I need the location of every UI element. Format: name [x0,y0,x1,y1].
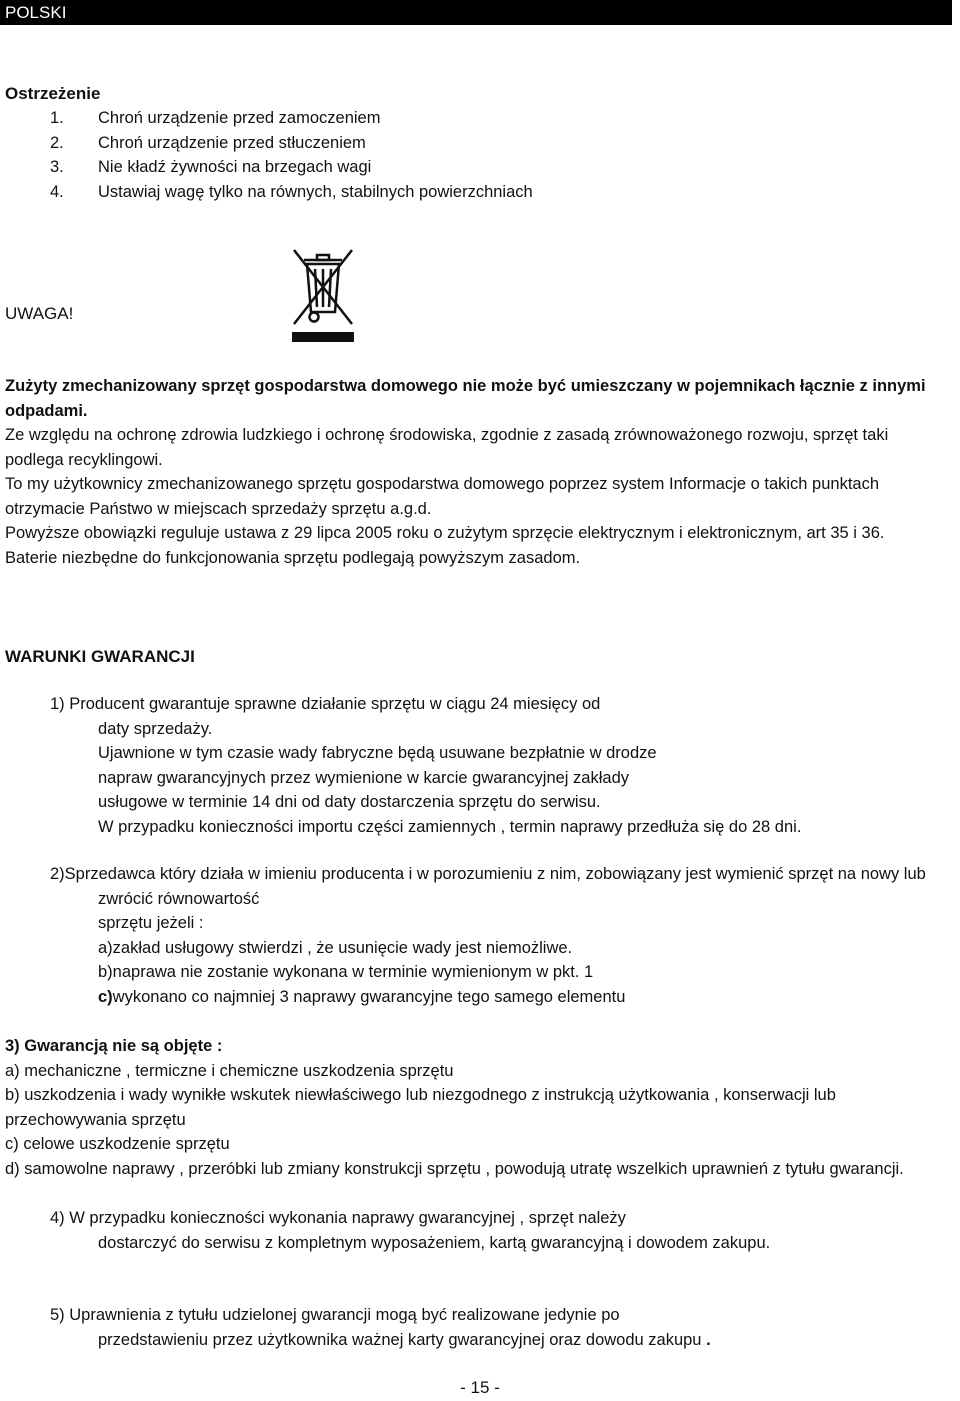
disposal-bold-statement: Zużyty zmechanizowany sprzęt gospodarstwa domowego nie może być umieszczany w pojemnikach łącznie z innymi odpadami. [5,377,926,420]
warning-list [50,106,533,204]
warranty-item-3 [5,1034,955,1181]
item-number: 4. [50,182,64,201]
item-line: d) samowolne naprawy , przeróbki lub zmiany konstrukcji sprzętu , powodują utratę wszelkich uprawnień z tytułu gwarancji. [5,1159,904,1178]
item-lead: 2)Sprzedawca który działa w imieniu producenta i w porozumieniu z nim, zobowiązany jest wymienić sprzęt na nowy lub zwrócić równowartość [50,865,926,908]
warning-title: Ostrzeżenie [5,84,101,103]
item-line: napraw gwarancyjnych przez wymienione w karcie gwarancyjnej zakłady [98,768,629,787]
item-prefix: c) [98,987,113,1006]
item-line: c) celowe uszkodzenie sprzętu [5,1135,230,1153]
item-number: 2. [50,133,64,152]
item-line: sprzętu jeżeli : [98,914,204,932]
item-line: Ujawnione w tym czasie wady fabryczne będą usuwane bezpłatnie w drodze [98,744,657,762]
item-line: daty sprzedaży. [98,719,213,738]
warranty-item-1 [50,692,955,839]
list-item [50,131,533,156]
item-text: Chroń urządzenie przed stłuczeniem [98,133,366,152]
item-line: W przypadku konieczności importu części zamiennych , termin naprawy przedłuża się do 28 dni. [98,817,802,836]
warranty-item-2 [50,862,955,1009]
item-number: 1. [50,109,64,127]
item-text: Ustawiaj wagę tylko na równych, stabilnych powierzchniach [98,182,533,201]
item-line [50,1328,955,1353]
list-item [50,180,533,205]
list-item [50,106,533,131]
item-lead: 1) Producent gwarantuje sprawne działanie sprzętu w ciągu 24 miesięcy od [50,695,601,713]
notice-paragraph: Ze względu na ochronę zdrowia ludzkiego i ochronę środowiska, zgodnie z zasadą zrównoważonego rozwoju, sprzęt taki podlega recyklingowi. [5,426,889,469]
notice-title: UWAGA! [5,304,74,323]
item-line: usługowe w terminie 14 dni od daty dostarczenia sprzętu do serwisu. [98,793,601,811]
item-lead: 4) W przypadku konieczności wykonania naprawy gwarancyjnej , sprzęt należy [50,1209,626,1227]
disposal-notice [5,374,950,570]
notice-paragraph: Powyższe obowiązki reguluje ustawa z 29 lipca 2005 roku o zużytym sprzęcie elektrycznym i elektronicznym, art 35 i 36. [5,524,885,542]
item-number: 3. [50,158,64,176]
language-label: POLSKI [5,3,67,22]
item-line: b)naprawa nie zostanie wykonana w terminie wymienionym w pkt. 1 [98,963,594,981]
exclusions-title: 3) Gwarancją nie są objęte : [5,1037,223,1055]
item-line: a)zakład usługowy stwierdzi , że usunięcie wady jest niemożliwe. [98,938,573,957]
item-lead: 5) Uprawnienia z tytułu udzielonej gwarancji mogą być realizowane jedynie po [50,1306,620,1324]
warranty-item-5 [50,1303,955,1352]
language-header-bar [0,0,952,25]
warranty-title: WARUNKI GWARANCJI [5,647,195,666]
warranty-item-4 [50,1206,955,1255]
item-text: wykonano co najmniej 3 naprawy gwarancyjne tego samego elementu [112,987,626,1006]
item-text: przedstawieniu przez użytkownika ważnej karty gwarancyjnej oraz dowodu zakupu [98,1330,702,1349]
item-end-mark: . [701,1330,711,1349]
item-line [50,985,955,1010]
list-item [50,155,533,180]
item-line: a) mechaniczne , termiczne i chemiczne uszkodzenia sprzętu [5,1061,454,1080]
item-text: Chroń urządzenie przed zamoczeniem [98,109,381,127]
crossed-out-wheelie-bin-icon [288,244,358,344]
notice-paragraph: To my użytkownicy zmechanizowanego sprzętu gospodarstwa domowego poprzez system Informacje o takich punktach otrzymacie Państwo w miejscach sprzedaży sprzętu a.g.d. [5,475,880,518]
item-line: b) uszkodzenia i wady wynikłe wskutek niewłaściwego lub niezgodnego z instrukcją użytkowania , konserwacji lub przechowywania sprzętu [5,1086,836,1129]
notice-paragraph: Baterie niezbędne do funkcjonowania sprzętu podlegają powyższym zasadom. [5,548,581,567]
item-line: dostarczyć do serwisu z kompletnym wyposażeniem, kartą gwarancyjną i dowodem zakupu. [98,1233,771,1252]
page-number: - 15 - [460,1378,500,1397]
item-text: Nie kładź żywności na brzegach wagi [98,158,372,176]
